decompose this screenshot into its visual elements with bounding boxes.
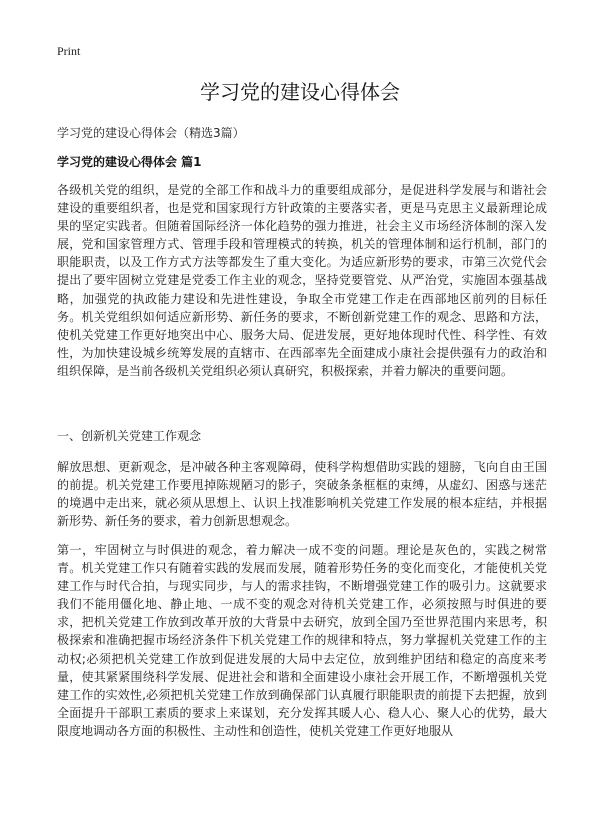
article-heading: 学习党的建设心得体会 篇1	[57, 155, 202, 169]
page-title: 学习党的建设心得体会	[200, 80, 400, 104]
document-subtitle: 学习党的建设心得体会（精选3篇）	[57, 126, 245, 140]
paragraph-first-point: 第一，牢固树立与时俱进的观念，着力解决一成不变的问题。理论是灰色的，实践之树常青。机关党建工作只有随着实践的发展而发展，随着形势任务的变化而变化，才能使机关党建工作与时代合拍，与现实同步，与人的需求挂钩，不断增强党建工作的吸引力。这就要求我们不能用僵化地、静止地、一成不变的观念对待机关党建工作，必须按照与时俱进的要求，把机关党建工作放到改革开放的大背景中去研究，放到全国乃至世界范围内来思考，积极探索和准确把握市场经济条件下机关党建工作的规律和特点，努力掌握机关党建工作的主动权;必须把机关党建工作放到促进发展的大局中去定位，放到维护团结和稳定的高度来考量，使其紧紧围绕科学发展、促进社会和谐和全面建设小康社会开展工作，不断增强机关党建工作的实效性,必须把机关党建工作放到确保部门认真履行职能职责的前提下去把握，放到全面提升干部职工素质的要求上来谋划，充分发挥其暖人心、稳人心、聚人心的优势，最大限度地调动各方面的积极性、主动性和创造性，使机关党建工作更好地服从	[57, 543, 547, 738]
section-heading-1: 一、创新机关党建工作观念	[57, 429, 202, 443]
paragraph-intro: 各级机关党的组织，是党的全部工作和战斗力的重要组成部分，是促进科学发展与和谐社会建设的重要组织者，也是党和国家现行方针政策的主要落实者，更是马克思主义最新理论成果的坚定实践者。但随着国际经济一体化趋势的强力推进，社会主义市场经济体制的深入发展，党和国家管理方式、管理手段和管理模式的转换，机关的管理体制和运行机制，部门的职能职责，以及工作方式方法等都发生了重大变化。为适应新形势的要求，市第三次党代会提出了要牢固树立党建是党委工作主业的观念，坚持党要管党、从严治党，实施固本强基战略，加强党的执政能力建设和先进性建设，争取全市党建工作走在西部地区前列的目标任务。机关党组织如何适应新形势、新任务的要求，不断创新党建工作的观念、思路和方法，使机关党建工作更好地突出中心、服务大局、促进发展，更好地体现时代性、科学性、有效性，为加快建设城乡统筹发展的直辖市、在西部率先全面建成小康社会提供强有力的政治和组织保障，是当前各级机关党组织必须认真研究，积极探索，并着力解决的重要问题。	[57, 183, 547, 378]
print-link[interactable]: Print	[57, 44, 81, 58]
paragraph-section-1: 解放思想、更新观念，是冲破各种主客观障碍，使科学构想借助实践的翅膀，飞向自由王国的前提。机关党建工作要甩掉陈规陋习的影子，突破条条框框的束缚，从虚幻、困惑与迷茫的境遇中走出来，就必须从思想上、认识上找准影响机关党建工作发展的根本症结，并根据新形势、新任务的要求，着力创新思想观念。	[57, 460, 547, 529]
